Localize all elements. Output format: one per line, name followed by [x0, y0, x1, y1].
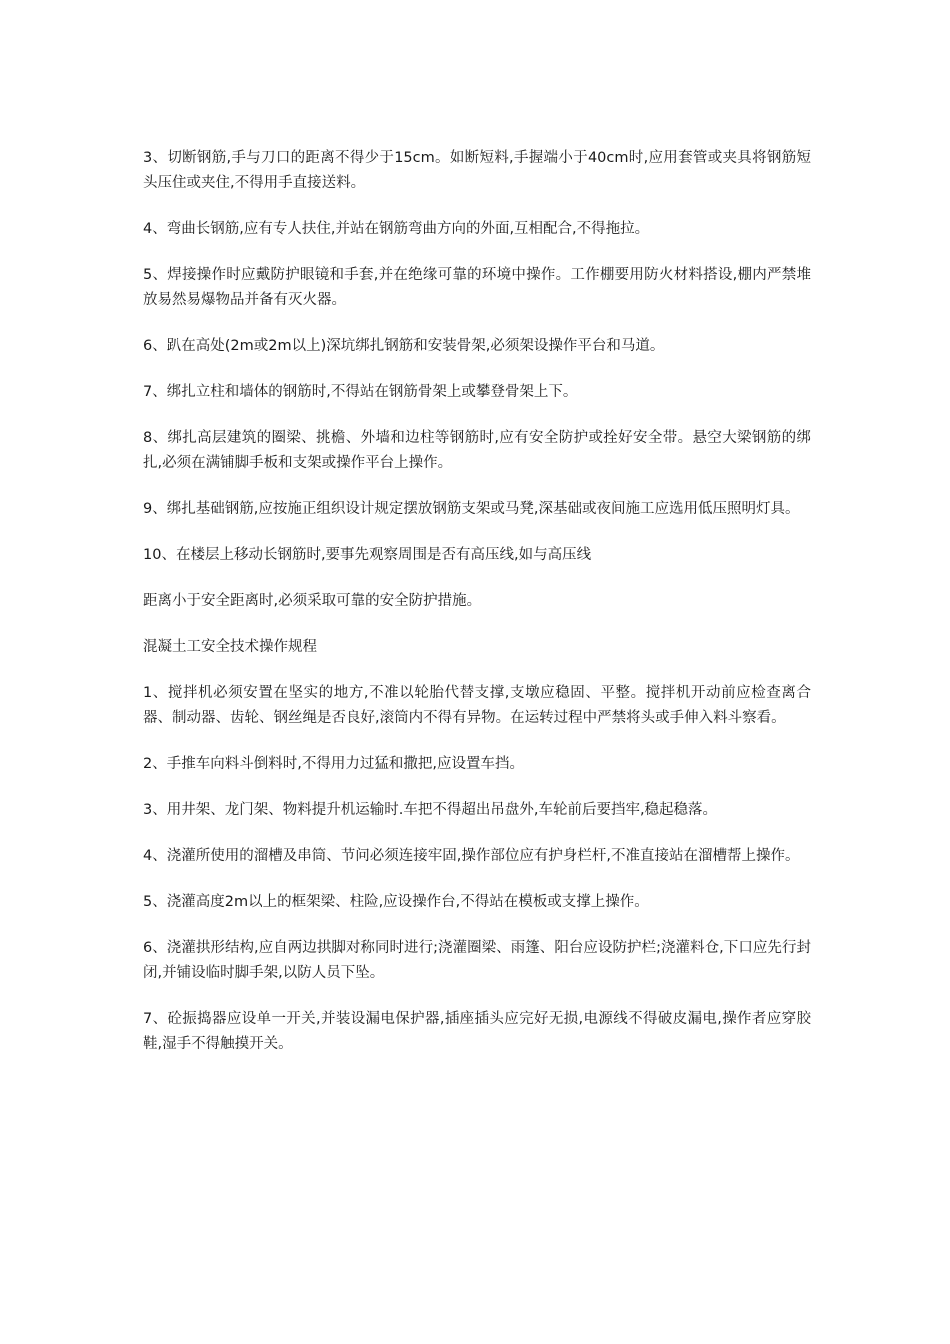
paragraph-moving-rebar: 10、在楼层上移动长钢筋时,要事先观察周围是否有高压线,如与高压线 [143, 547, 592, 563]
paragraph-high-place-binding: 6、趴在高处(2m或2m以上)深坑绑扎钢筋和安装骨架,必须架设操作平台和马道。 [143, 338, 665, 354]
paragraph-column-wall-binding: 7、绑扎立柱和墙体的钢筋时,不得站在钢筋骨架上或攀登骨架上下。 [143, 384, 578, 400]
paragraph-frame-beam: 5、浇灌高度2m以上的框架梁、柱险,应设操作台,不得站在模板或支撑上操作。 [143, 894, 649, 910]
paragraph-mixer: 1、搅拌机必须安置在坚实的地方,不准以轮胎代替支撑,支墩应稳固、平整。搅拌机开动前应检查离合器、制动器、齿轮、钢丝绳是否良好,滚筒内不得有异物。在运转过程中严禁将头或手伸入料斗察看。 [143, 685, 811, 726]
paragraph-high-rise-binding: 8、绑扎高层建筑的圈梁、挑檐、外墙和边柱等钢筋时,应有安全防护或拴好安全带。悬空大梁钢筋的绑扎,必须在满铺脚手板和支架或操作平台上操作。 [143, 430, 811, 471]
section-heading-concrete: 混凝土工安全技术操作规程 [143, 639, 317, 655]
paragraph-rebar-cutting: 3、切断钢筋,手与刀口的距离不得少于15cm。如断短料,手握端小于40cm时,应用套管或夹具将钢筋短头压住或夹住,不得用手直接送料。 [143, 150, 811, 191]
paragraph-foundation-binding: 9、绑扎基础钢筋,应按施正组织设计规定摆放钢筋支架或马凳,深基础或夜间施工应选用低压照明灯具。 [143, 501, 800, 517]
paragraph-safety-distance: 距离小于安全距离时,必须采取可靠的安全防护措施。 [143, 593, 482, 609]
paragraph-arch-structure: 6、浇灌拱形结构,应自两边拱脚对称同时进行;浇灌圈梁、雨篷、阳台应设防护栏;浇灌料仓,下口应先行封闭,并铺设临时脚手架,以防人员下坠。 [143, 940, 811, 981]
document-body [143, 146, 811, 1078]
paragraph-handcart: 2、手推车向料斗倒料时,不得用力过猛和撒把,应设置车挡。 [143, 756, 524, 772]
paragraph-chute: 4、浇灌所使用的溜槽及串筒、节问必须连接牢固,操作部位应有护身栏杆,不准直接站在溜槽帮上操作。 [143, 848, 800, 864]
paragraph-vibrator: 7、砼振捣器应设单一开关,并装设漏电保护器,插座插头应完好无损,电源线不得破皮漏电,操作者应穿胶鞋,湿手不得触摸开关。 [143, 1011, 811, 1052]
paragraph-rebar-bending: 4、弯曲长钢筋,应有专人扶住,并站在钢筋弯曲方向的外面,互相配合,不得拖拉。 [143, 221, 650, 237]
paragraph-hoist-transport: 3、用井架、龙门架、物料提升机运输时.车把不得超出吊盘外,车轮前后要挡牢,稳起稳落。 [143, 802, 718, 818]
paragraph-welding: 5、焊接操作时应戴防护眼镜和手套,并在绝缘可靠的环境中操作。工作棚要用防火材料搭设,棚内严禁堆放易然易爆物品并备有灭火器。 [143, 267, 811, 308]
